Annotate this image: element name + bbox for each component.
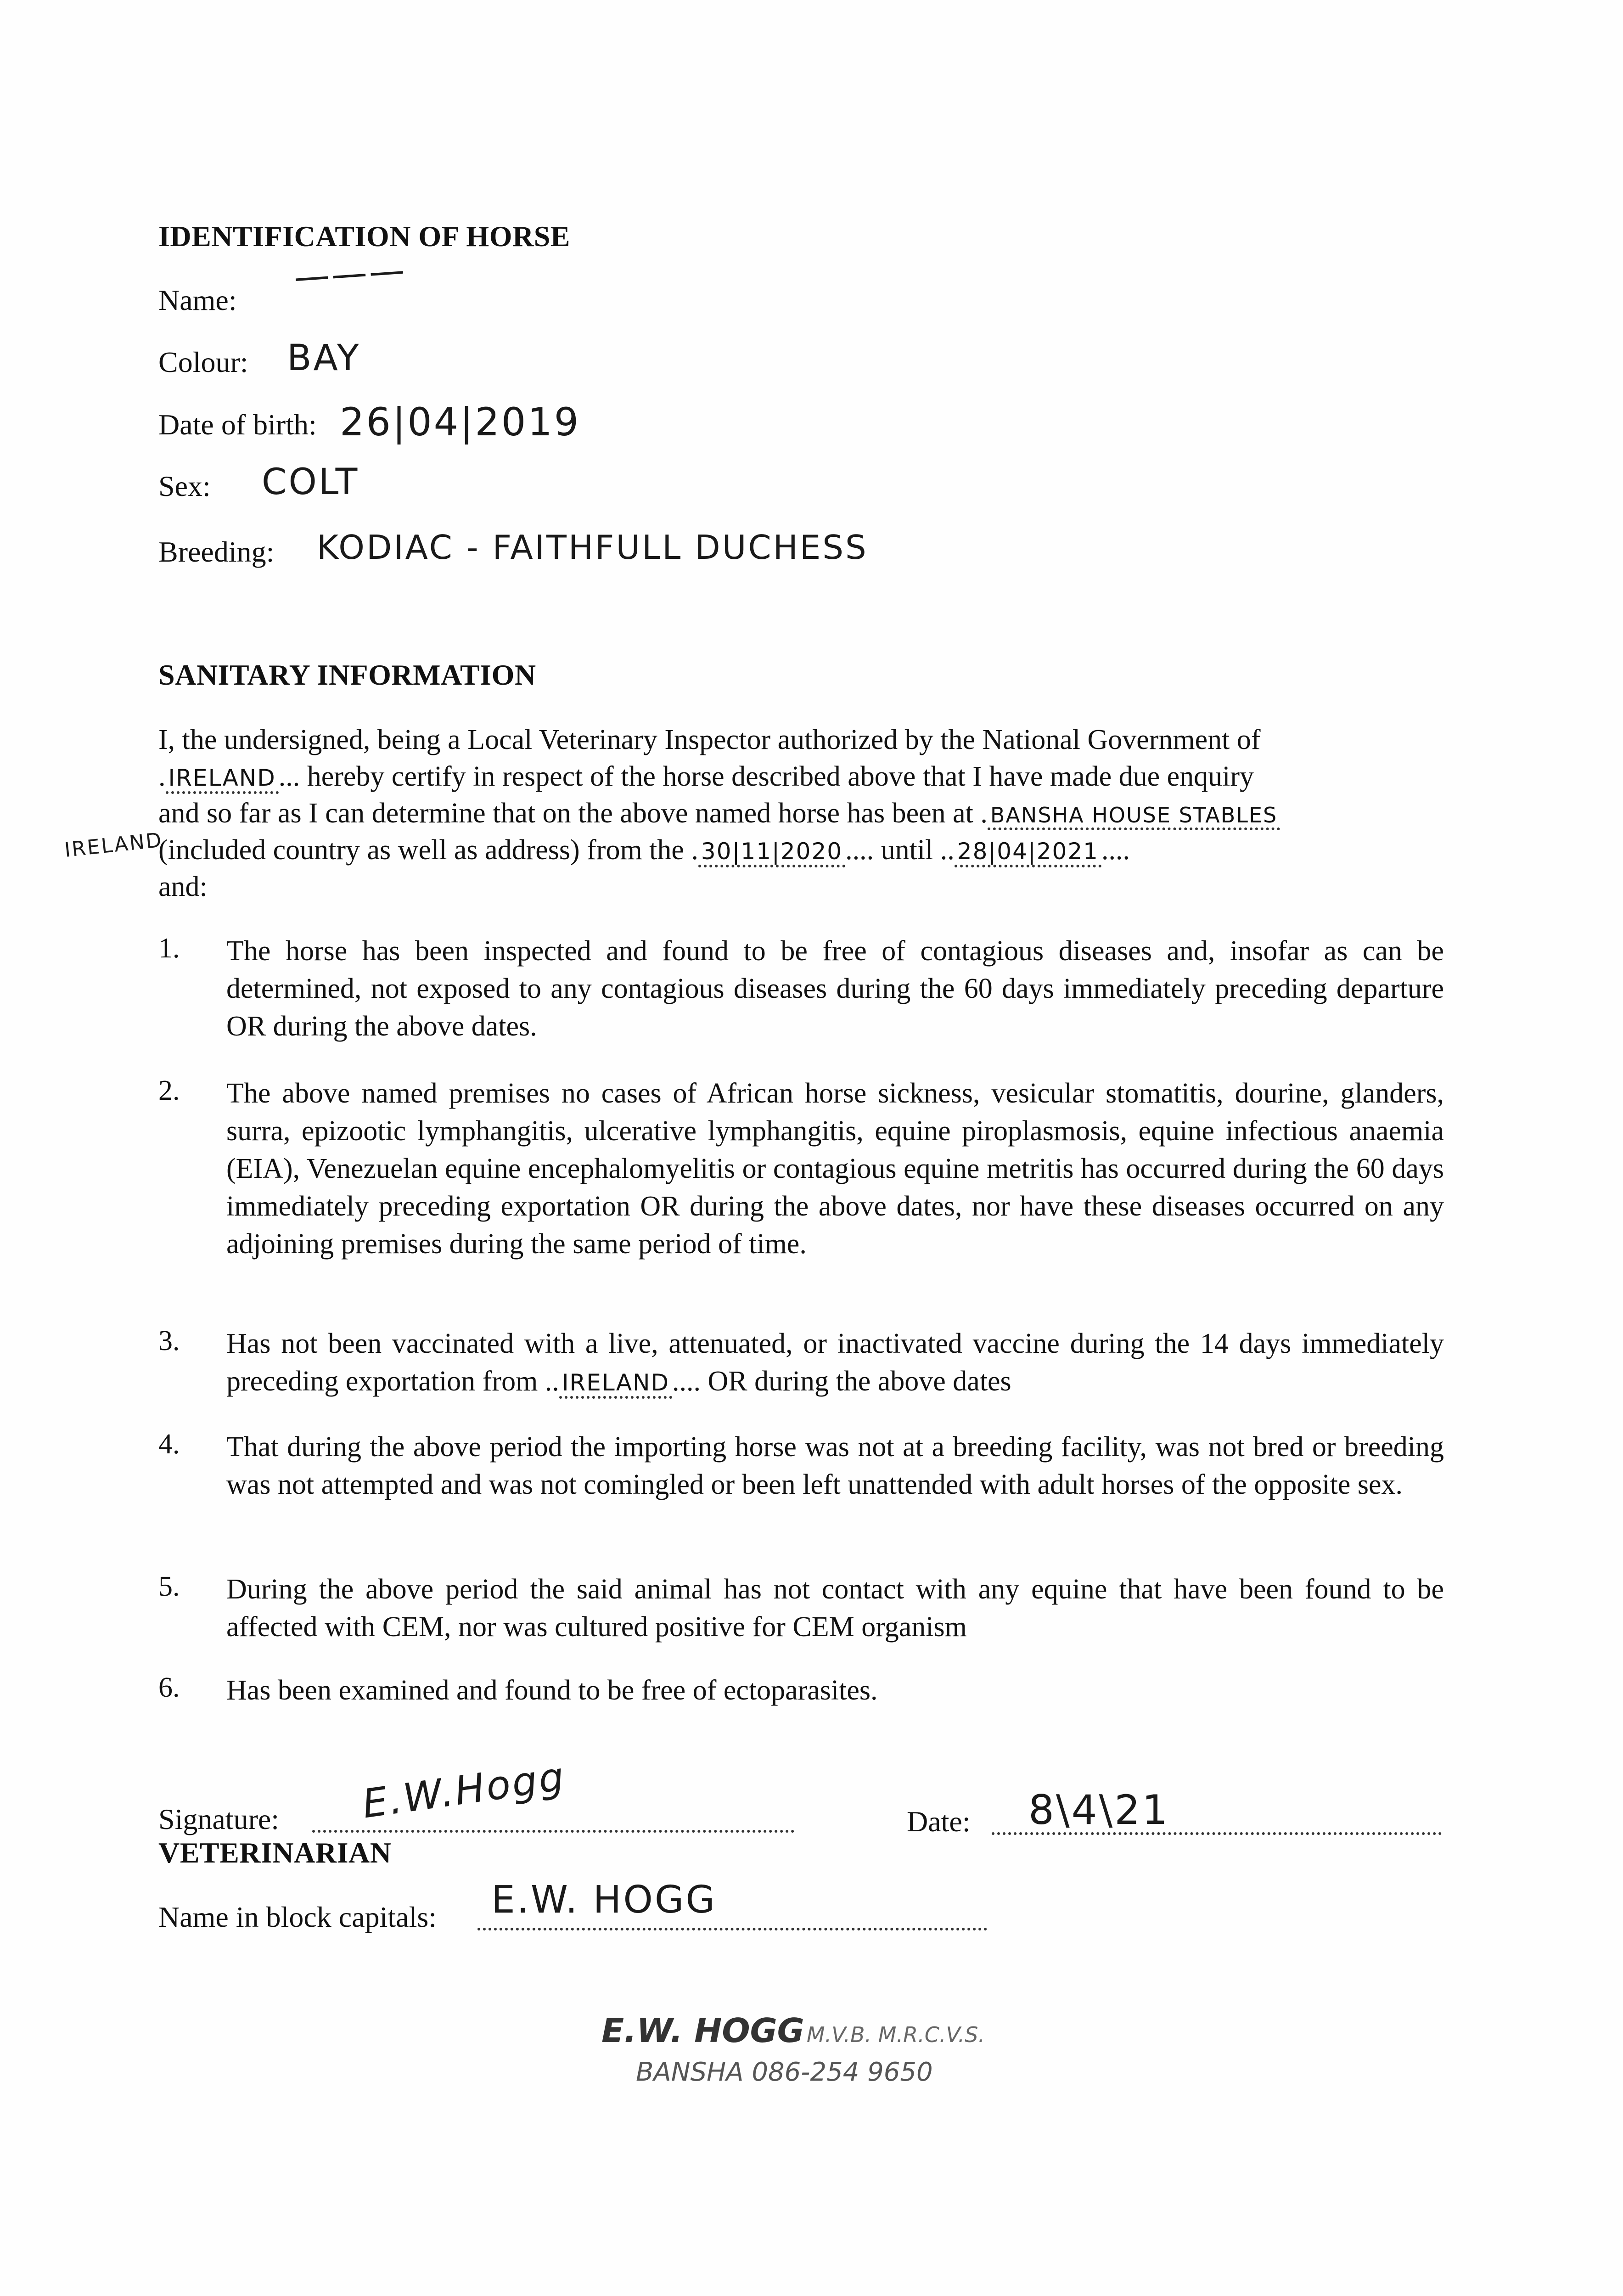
sanitary-line-4-text: (included country as well as address) from the .	[158, 834, 698, 866]
sex-value: COLT	[262, 461, 359, 503]
item-text: During the above period the said animal has not contact with any equine that have been found to be affected with CEM, nor was cultured positive for CEM organism	[226, 1574, 1444, 1643]
item-number: 2.	[158, 1075, 180, 1106]
item-text	[226, 1325, 1444, 1401]
sanitary-line-1: I, the undersigned, being a Local Veterinary Inspector authorized by the National Government of	[158, 724, 1261, 755]
dob-label: Date of birth:	[158, 408, 317, 441]
item-text: The horse has been inspected and found to be free of contagious diseases and, insofar as can be determined, not exposed to any contagious diseases during the 60 days immediately preceding departure OR during the above dates.	[226, 935, 1444, 1042]
veterinarian-label: VETERINARIAN	[158, 1836, 392, 1869]
sanitary-line-4	[158, 831, 1130, 870]
sanitary-heading: SANITARY INFORMATION	[158, 658, 536, 691]
breeding-label: Breeding:	[158, 535, 275, 568]
margin-note: IRELAND	[63, 828, 164, 862]
list-item-1	[158, 932, 1444, 1047]
item-3-text-before: Has not been vaccinated with a live, attenuated, or inactivated vaccine during the 14 days immediately preceding exportation from ..	[226, 1328, 1444, 1397]
item-number: 6.	[158, 1672, 180, 1703]
list-item-2	[158, 1075, 1444, 1304]
item-text: The above named premises no cases of African horse sickness, vesicular stomatitis, dourine, glanders, surra, epizootic lymphangitis, ulcerative lymphangitis, equine piroplasmosis, equine infectious anaemia (EIA), Venezuelan equine encephalomyelitis or contagious equine metritis has occurred during the 60 days immediately preceding exportation OR during the above dates, nor have these diseases occurred on any adjoining premises during the same period of time.	[226, 1078, 1444, 1260]
block-capitals-line	[477, 1928, 987, 1930]
stamp-qualifications: M.V.B. M.R.C.V.S.	[806, 2022, 985, 2047]
item-number: 4.	[158, 1429, 180, 1460]
country-value: IRELAND	[166, 765, 279, 794]
block-capitals-value: E.W. HOGG	[491, 1878, 717, 1922]
stamp-name: E.W. HOGG	[601, 2011, 804, 2050]
signature-label: Signature:	[158, 1803, 280, 1835]
from-date-value: 30|11|2020	[698, 838, 845, 867]
sanitary-line-2-text: ... hereby certify in respect of the horse described above that I have made due enquiry	[278, 761, 1254, 792]
list-item-4	[158, 1428, 1444, 1543]
block-capitals-label: Name in block capitals:	[158, 1901, 437, 1933]
list-item-5	[158, 1570, 1444, 1649]
item-3-country-value: IRELAND	[559, 1369, 672, 1399]
item-text: Has been examined and found to be free of ectoparasites.	[226, 1675, 878, 1706]
list-item-3	[158, 1325, 1444, 1403]
date-value: 8\4\21	[1028, 1786, 1170, 1834]
signature-value: E.W.Hogg	[359, 1753, 569, 1828]
item-number: 5.	[158, 1571, 180, 1602]
identification-heading: IDENTIFICATION OF HORSE	[158, 220, 570, 253]
date-label: Date:	[907, 1805, 971, 1838]
sanitary-line-3	[158, 794, 1280, 834]
item-number: 1.	[158, 933, 180, 964]
signature-line	[312, 1830, 794, 1833]
item-text: That during the above period the importing horse was not at a breeding facility, was not bred or breeding was not attempted and was not comingled or been left unattended with adult horses of the opposite sex.	[226, 1431, 1444, 1500]
colour-label: Colour:	[158, 346, 248, 378]
vet-stamp	[601, 2011, 985, 2050]
dob-value: 26|04|2019	[340, 400, 581, 445]
sanitary-and: and:	[158, 871, 208, 902]
until-date-value: 28|04|2021	[955, 838, 1101, 867]
stamp-address-phone: BANSHA 086-254 9650	[636, 2057, 933, 2087]
sex-label: Sex:	[158, 470, 211, 502]
premises-value: BANSHA HOUSE STABLES	[988, 803, 1280, 830]
sanitary-line-4-end: ....	[1101, 834, 1130, 866]
list-item-6	[158, 1671, 1444, 1713]
item-3-text-after: .... OR during the above dates	[672, 1366, 1011, 1397]
sanitary-line-2: . IRELAND... hereby certify in respect of the horse described above that I have made due enquiry	[158, 758, 1254, 797]
until-label: .... until ..	[845, 834, 955, 866]
name-value: ———	[292, 249, 408, 298]
sanitary-line-3-text: and so far as I can determine that on the above named horse has been at .	[158, 798, 988, 829]
item-number: 3.	[158, 1325, 180, 1356]
breeding-value: KODIAC - FAITHFULL DUCHESS	[317, 528, 868, 567]
colour-value: BAY	[287, 338, 361, 379]
name-label: Name:	[158, 284, 237, 316]
